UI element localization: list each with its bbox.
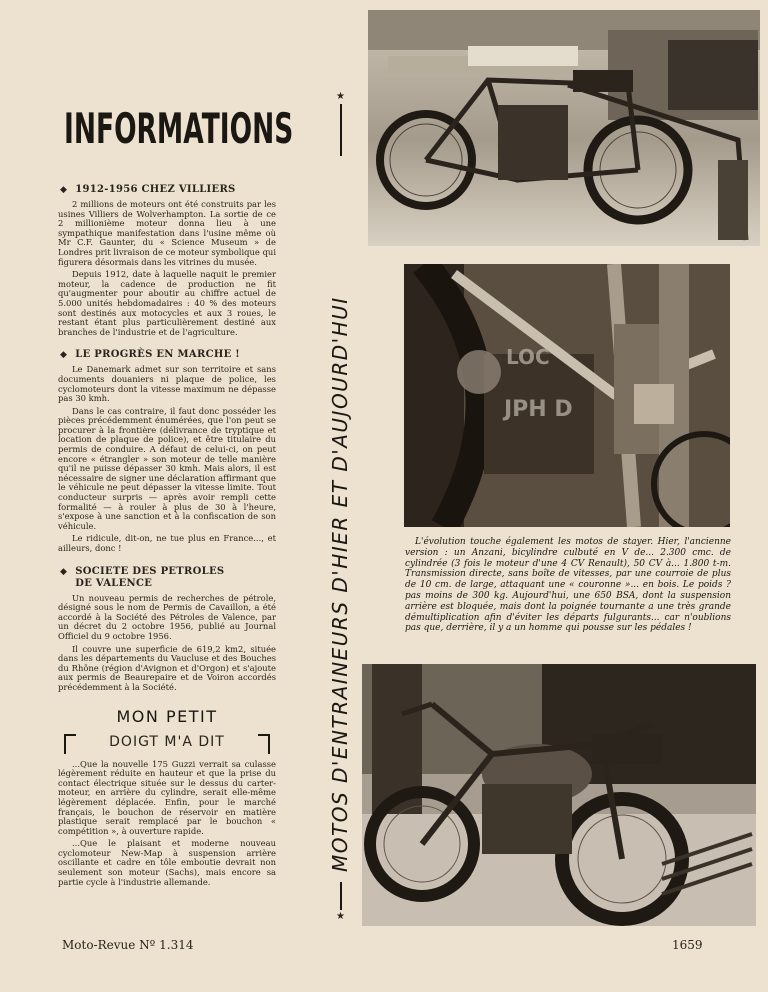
section-progres [58, 349, 276, 553]
star-icon: ★ [336, 91, 345, 102]
section-heading [58, 566, 276, 590]
bracket-right-icon [258, 734, 270, 754]
magazine-issue: Moto-Revue Nº 1.314 [62, 938, 194, 952]
column-mon-petit-doigt [58, 708, 276, 888]
paragraph: ...Que le plaisant et moderne nouveau cyclomoteur New-Map à suspension arrière oscillante et cadre en tôle emboutie devrait non seulement son moteur (Sachs), mais encore sa partie cycle à l'industrie allemande. [58, 838, 276, 887]
paragraph: 2 millions de moteurs ont été construits par les usines Villiers de Wolverhampton. La sortie de ce 2 millionième moteur donna lieu à une sympathique manifestation dans l'usine même où Mr C.F. Gaunter, du « Science Museum » de Londres prit livraison de ce moteur symbolique qui figurera désormais dans les vitrines du musée. [58, 199, 276, 267]
paragraph: Depuis 1912, date à laquelle naquit le premier moteur, la cadence de production ne fit qu'augmenter pour aboutir au chiffre actuel de 5.000 unités hebdomadaires : 40 % des moteurs sont destinés aux motocycles et aux 3 roues, le restant étant plus particulièrement destiné aux branches de l'industrie et de l'agriculture. [58, 269, 276, 337]
paragraph: Un nouveau permis de recherches de pétrole, désigné sous le nom de Permis de Cavaillon, a été accordé à la Société des Pétroles de Valence, par un décret du 2 octobre 1956, publié au Journal Officiel du 9 octobre 1956. [58, 592, 276, 641]
watermark: LOC [506, 345, 550, 369]
photo-closeup-frame [404, 264, 730, 527]
vertical-title: MOTOS D'ENTRAINEURS D'HIER ET D'AUJOURD'HUI [328, 296, 352, 872]
photo-bsa-650 [362, 664, 756, 926]
section-villiers [58, 184, 276, 337]
diamond-bullet-icon: ◆ [60, 185, 68, 195]
masthead-title: INFORMATIONS [64, 104, 294, 153]
diamond-bullet-icon: ◆ [60, 350, 68, 361]
column-subtitle-frame [62, 728, 272, 754]
watermark: JPH D [504, 397, 573, 422]
photo-caption: L'évolution touche également les motos de stayer. Hier, l'ancienne version : un Anzani, bicylindre culbuté en V de... 2.300 cmc. de cylindrée (3 fois le moteur d'une 4 CV Renault), 50 CV à... 1.800 t-m. Transmission directe, sans boîte de vitesses, par une courroie de plus de 10 cm. de large, attaquant une « couronne »... en bois. Le poids ? pas moins de 300 kg. Aujourd'hui, une 650 BSA, dont la suspension arrière est bloquée, mais dont la poignée tournante a une très grande démultiplication afin d'éviter les départs fulgurants... car n'oublions pas que, derrière, il y a un homme qui pousse sur les pédales ! [405, 537, 731, 634]
section-title [75, 566, 224, 590]
vertical-rule [340, 882, 342, 910]
section-heading [58, 184, 276, 196]
left-column [58, 100, 294, 890]
column-title: MON PETIT [116, 706, 218, 726]
paragraph: ...Que la nouvelle 175 Guzzi verrait sa culasse légèrement réduite en hauteur et que la prise du contact électrique située sur le dessus du carter-moteur, en arrière du cylindre, serait elle-même légèrement déplacée. Enfin, pour le marché français, le bouchon de réservoir en matière plastique serait remplacé par le bouchon « compétition », à ouverture rapide. [58, 758, 276, 836]
column-subtitle: DOIGT M'A DIT [109, 733, 225, 750]
section-title-line: DE VALENCE [75, 577, 153, 589]
star-icon: ★ [336, 911, 345, 922]
section-title: LE PROGRÈS EN MARCHE ! [75, 349, 240, 361]
section-title-line: SOCIETE DES PETROLES [75, 565, 225, 577]
paragraph: Le Danemark admet sur son territoire et sans documents douaniers ni plaque de police, les cyclomoteurs dont la vitesse maximum ne dépasse pas 30 kmh. [58, 364, 276, 404]
vertical-rule [340, 104, 342, 156]
bracket-left-icon [64, 734, 76, 754]
paragraph: Le ridicule, dit-on, ne tue plus en France..., et ailleurs, donc ! [58, 533, 276, 553]
section-title: 1912-1956 CHEZ VILLIERS [75, 184, 236, 195]
photo-anzani-motorcycle [368, 10, 760, 246]
section-heading [58, 349, 276, 361]
paragraph: Il couvre une superficie de 619,2 km2, située dans les départements du Vaucluse et des Bouches du Rhône (région d'Avignon et d'Orgon) et s'ajoute aux permis de Beaurepaire et de Voiron accordés précédemment à la Société. [58, 643, 276, 692]
section-petroles [58, 566, 276, 693]
diamond-bullet-icon: ◆ [60, 566, 68, 577]
paragraph: Dans le cas contraire, il faut donc posséder les pièces précédemment énumérées, que l'on peut se procurer à la frontière (délivrance de tryptique et location de plaque de police), et être titulaire du permis de conduire. A défaut de celui-ci, on peut encore « étrangler » son moteur de telle manière qu'il ne puisse dépasser 30 kmh. Mais alors, il est nécessaire de signer une déclaration affirmant que le véhicule ne peut dépasser la vitesse limite. Tout conducteur surpris — après avoir rempli cette formalité — à rouler à plus de 30 à l'heure, s'expose à une sanction et à la confiscation de son véhicule. [58, 405, 276, 531]
page-number: 1659 [672, 938, 703, 952]
